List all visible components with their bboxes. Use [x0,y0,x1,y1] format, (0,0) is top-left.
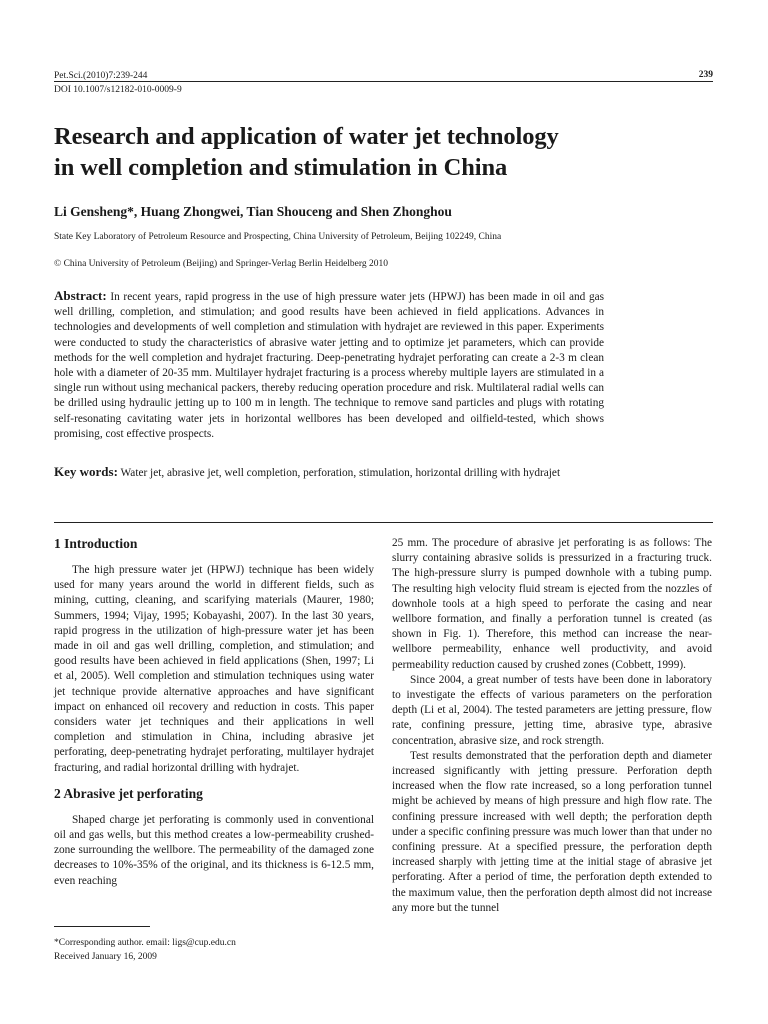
journal-citation: Pet.Sci.(2010)7:239-244 [54,71,148,81]
title-line-1: Research and application of water jet technology [54,123,559,150]
right-column [392,536,712,916]
abstract-label: Abstract: [54,288,107,303]
title-line-2: in well completion and stimulation in China [54,154,508,181]
received-date: Received January 16, 2009 [54,952,157,962]
right-paragraph-3: Test results demonstrated that the perforation depth and diameter increased significantly with jetting pressure. Perforation depth increased when the flow rate increased, so a long perforation tunnel might be achieved by means of high pressure and high flow rate. The confining pressure increased with well depth; the perforation depth under a specific confining pressure was much lower than that under no confining pressure. At a specified pressure, the perforation depth increased sharply with jetting time at the initial stage of abrasive jet perforating. After a period of time, the perforation depth extended to the maximum value, then the perforation depth almost did not increase any more but the tunnel [392,749,712,914]
keywords-text: Water jet, abrasive jet, well completion, perforation, stimulation, horizontal drilling with hydrajet [117,467,561,479]
page-number: 239 [698,70,713,80]
section-2-heading: 2 Abrasive jet perforating [54,785,203,801]
section-2-paragraph: Shaped charge jet perforating is commonly used in conventional oil and gas wells, but this method creates a low-permeability crushed-zone surrounding the wellbore. The permeability of the damaged zone decreases to 10%-35% of the original, and its thickness is 6-12.5 mm, even reaching [54,813,374,887]
right-paragraph-2: Since 2004, a great number of tests have been done in laboratory to investigate the effects of various parameters on the perforation depth (Li et al, 2004). The tested parameters are jetting pressure, flow rate, confining pressure, jetting time, abrasive type, abrasive concentration, abrasive size, and rock strength. [392,673,712,747]
keywords-label: Key words: [54,464,118,479]
authors: Li Gensheng*, Huang Zhongwei, Tian Shouceng and Shen Zhonghou [54,204,452,219]
section-1-paragraph: The high pressure water jet (HPWJ) technique has been widely used for many years around the world in different fields, such as mining, cutting, cleaning, and scarifying materials (Maurer, 1980; Summers, 1994; Vijay, 1995; Kobayashi, 2007). In the last 30 years, rapid progress in the utilization of high-pressure water jet has been made in oil and gas well drilling, completion, and stimulation; and good results have been achieved in field applications (Shen, 1997; Li et al, 2005). Well completion and stimulation techniques using water jet technique provide alternative approaches and have significant impact on enhanced oil recovery and reduction in costs. This paper considers water jet techniques and their applications in well completion and stimulation in China, including abrasive jet perforating, deep-penetrating hydrajet perforating, multilayer hydrajet fracturing, and radial horizontal drilling with hydrajet. [54,564,374,774]
section-rule [54,522,713,523]
copyright: © China University of Petroleum (Beijing) and Springer-Verlag Berlin Heidelberg 2010 [54,259,389,269]
abstract-text: In recent years, rapid progress in the use of high pressure water jets (HPWJ) has been made in oil and gas well drilling, completion, and stimulation; and good results have been achieved in field applications. Advances in technologies and developments of well completion and stimulation with hydrajet are reviewed in this paper. Experiments were conducted to study the characteristics of abrasive water jetting and to optimize jet parameters, which can provide methods for the well completion and hydrajet fracturing. Deep-penetrating hydrajet perforating can create a 2-3 m clean hole with a diameter of 20-35 mm. Multilayer hydrajet fracturing is a process whereby multiple layers are stimulated in a single run without using mechanical packers, thereby reducing operation procedure and risk. Multilateral radial wells can be drilled using hydraulic jetting up to 100 m in length. The technique to remove sand particles and plugs with rotating self-resonating cavitating water jets in horizontal wellbores has been developed and oilfield-tested, which shows promising, cost effective prospects. [54,291,604,440]
keywords [54,463,604,482]
section-1-heading: 1 Introduction [54,536,138,551]
affiliation: State Key Laboratory of Petroleum Resource and Prospecting, China University of Petroleum, Beijing 102249, China [54,232,502,242]
left-column [54,536,374,889]
doi: DOI 10.1007/s12182-010-0009-9 [54,85,182,95]
abstract [54,288,604,442]
right-paragraph-1: 25 mm. The procedure of abrasive jet perforating is as follows: The slurry containing abrasive solids is pressurized in a fracturing truck. The high-pressure slurry is pumped downhole with a tubing pump. The resulting high velocity fluid stream is ejected from the nozzles of downhole tools at a high speed to perforate the casing and near wellbore formation, and finally a perforation tunnel is created (as shown in Fig. 1). Therefore, this method can increase the near-wellbore permeability, enhance well productivity, and avoid permeability reduction caused by crushed zones (Cobbett, 1999). [392,537,712,671]
paper-title [54,121,714,183]
corresponding-author: *Corresponding author. email: ligs@cup.edu.cn [54,938,236,948]
footnote-rule [54,926,150,927]
header-rule [54,81,713,82]
